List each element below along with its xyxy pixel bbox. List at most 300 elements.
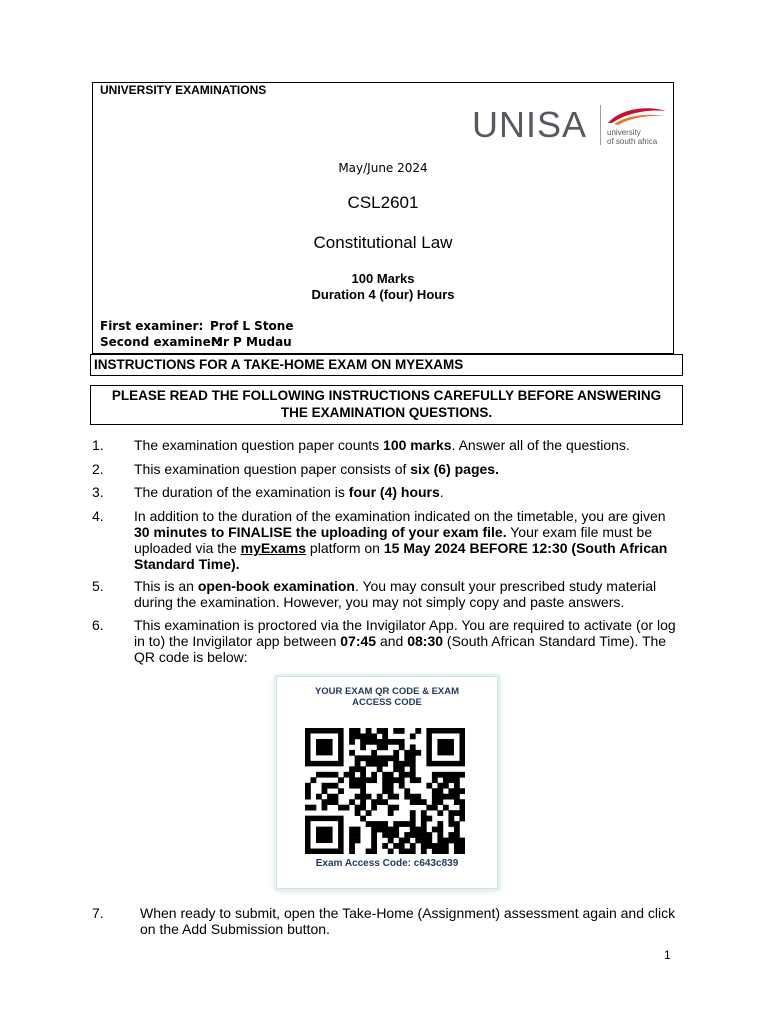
qr-module (388, 739, 394, 745)
qr-module (454, 810, 460, 816)
qr-module (338, 777, 344, 783)
qr-module (443, 843, 449, 849)
text-run: open-book examination (197, 578, 355, 594)
qr-module (432, 849, 438, 854)
text-run: . Answer all of the questions. (451, 437, 630, 453)
qr-module (399, 838, 405, 844)
qr-module (305, 794, 311, 800)
qr-module (349, 777, 355, 783)
qr-module (382, 843, 388, 849)
qr-code-panel (276, 676, 498, 889)
qr-module (432, 843, 438, 849)
qr-module (410, 816, 416, 822)
page-number: 1 (664, 948, 671, 962)
qr-module (393, 750, 399, 756)
text-run: 15 May 2024 BEFORE 12:30 (South African Standard Time). (134, 540, 668, 572)
qr-module (399, 849, 405, 854)
qr-module (393, 843, 399, 849)
qr-module (349, 827, 355, 833)
qr-module (382, 777, 388, 783)
qr-module (448, 810, 454, 816)
qr-module (333, 772, 339, 778)
text-run: four (4) hours (348, 484, 440, 500)
qr-module (388, 788, 394, 794)
qr-module (393, 766, 399, 772)
text-run: and (376, 633, 408, 649)
qr-module (410, 772, 416, 778)
qr-module (333, 799, 339, 805)
qr-module (349, 838, 355, 844)
qr-module (454, 799, 460, 805)
qr-module (410, 744, 416, 750)
qr-module (338, 805, 344, 811)
second-examiner-name: Mr P Mudau (211, 335, 292, 349)
qr-module (421, 816, 427, 822)
qr-module (388, 838, 394, 844)
qr-module (377, 766, 383, 772)
qr-module (410, 750, 416, 756)
logo-wordmark: UNISA (472, 104, 588, 145)
qr-module (437, 849, 443, 854)
qr-module (399, 761, 405, 767)
qr-module (355, 832, 361, 838)
qr-module (360, 755, 366, 761)
qr-module (388, 772, 394, 778)
qr-module (437, 799, 443, 805)
qr-module (415, 832, 421, 838)
qr-module (371, 777, 377, 783)
qr-finder-pattern (316, 827, 333, 843)
item-number: 4. (92, 508, 104, 524)
text-run: 30 minutes to FINALISE the uploading of your exam file. (134, 524, 507, 540)
qr-module (388, 810, 394, 816)
course-name: Constitutional Law (313, 233, 453, 252)
qr-module (399, 843, 405, 849)
qr-module (421, 810, 427, 816)
qr-module (410, 755, 416, 761)
text-run: This examination is proctored via the Invigilator App. You are required to activate (or log in to) the Invigilator app between (134, 617, 676, 649)
qr-module (415, 794, 421, 800)
qr-module (459, 772, 465, 778)
qr-module (454, 821, 460, 827)
instructions-heading: INSTRUCTIONS FOR A TAKE-HOME EXAM ON MYEXAMS (90, 354, 683, 376)
qr-module (360, 816, 366, 822)
qr-module (349, 739, 355, 745)
qr-finder-pattern (437, 739, 454, 755)
qr-module (344, 772, 350, 778)
item-text (134, 578, 676, 610)
qr-module (371, 805, 377, 811)
qr-module (305, 805, 311, 811)
text-run: This examination question paper consists of (134, 461, 411, 477)
qr-module (421, 827, 427, 833)
qr-module (355, 728, 361, 734)
qr-module (448, 832, 454, 838)
qr-module (426, 816, 432, 822)
qr-module (322, 772, 328, 778)
qr-module (443, 783, 449, 789)
qr-module (432, 788, 438, 794)
qr-module (410, 821, 416, 827)
qr-module (410, 832, 416, 838)
qr-module (382, 761, 388, 767)
qr-module (459, 849, 465, 854)
qr-module (404, 849, 410, 854)
qr-module (371, 827, 377, 833)
qr-module (454, 783, 460, 789)
qr-module (371, 838, 377, 844)
qr-module (377, 739, 383, 745)
qr-module (399, 728, 405, 734)
qr-module (366, 794, 372, 800)
qr-module (327, 794, 333, 800)
qr-module (393, 728, 399, 734)
qr-module (399, 766, 405, 772)
qr-module (454, 838, 460, 844)
qr-module (432, 827, 438, 833)
qr-module (333, 794, 339, 800)
qr-module (459, 788, 465, 794)
qr-module (454, 832, 460, 838)
qr-module (366, 761, 372, 767)
qr-module (421, 832, 427, 838)
qr-module (437, 772, 443, 778)
qr-module (443, 794, 449, 800)
qr-module (459, 805, 465, 811)
qr-module (355, 810, 361, 816)
qr-module (388, 805, 394, 811)
qr-module (366, 810, 372, 816)
first-examiner-name: Prof L Stone (210, 319, 294, 333)
text-run: When ready to submit, open the Take-Home (Assignment) assessment again and click on the Add Submission button. (140, 905, 676, 937)
qr-module (410, 810, 416, 816)
qr-module (366, 733, 372, 739)
qr-module (360, 777, 366, 783)
qr-module (410, 799, 416, 805)
qr-module (305, 788, 311, 794)
qr-module (355, 777, 361, 783)
qr-module (454, 843, 460, 849)
text-run: six (6) pages. (410, 461, 499, 477)
qr-module (377, 728, 383, 734)
qr-module (410, 761, 416, 767)
qr-module (382, 827, 388, 833)
qr-module (360, 788, 366, 794)
qr-module (327, 783, 333, 789)
qr-module (382, 755, 388, 761)
qr-module (415, 838, 421, 844)
read-instructions-notice: PLEASE READ THE FOLLOWING INSTRUCTIONS CAREFULLY BEFORE ANSWERING THE EXAMINATION QUESTIONS. (90, 385, 683, 425)
qr-module (443, 849, 449, 854)
qr-module (355, 794, 361, 800)
qr-module (371, 772, 377, 778)
qr-module (393, 761, 399, 767)
qr-module (432, 772, 438, 778)
qr-module (454, 772, 460, 778)
qr-module (410, 766, 416, 772)
qr-module (311, 805, 317, 811)
qr-module (454, 827, 460, 833)
second-examiner-label: Second examiner: (100, 335, 222, 349)
qr-module (349, 849, 355, 854)
item-number: 1. (92, 437, 104, 453)
qr-module (437, 783, 443, 789)
qr-module (366, 728, 372, 734)
qr-module (437, 794, 443, 800)
qr-module (404, 755, 410, 761)
qr-module (382, 783, 388, 789)
qr-module (360, 783, 366, 789)
qr-module (388, 827, 394, 833)
qr-module (437, 838, 443, 844)
qr-module (399, 783, 405, 789)
qr-module (448, 777, 454, 783)
qr-module (382, 788, 388, 794)
item-text (134, 461, 676, 477)
qr-module (355, 761, 361, 767)
qr-module (399, 821, 405, 827)
qr-module (459, 838, 465, 844)
qr-code-icon (305, 728, 465, 854)
qr-module (393, 805, 399, 811)
qr-module (382, 832, 388, 838)
text-run: platform on (306, 540, 384, 556)
qr-module (421, 838, 427, 844)
item-text (134, 484, 676, 500)
qr-module (388, 783, 394, 789)
qr-module (349, 843, 355, 849)
qr-module (377, 761, 383, 767)
text-run: 08:30 (407, 633, 444, 649)
qr-module (355, 755, 361, 761)
qr-module (437, 827, 443, 833)
first-examiner-label: First examiner: (100, 319, 204, 333)
qr-module (410, 849, 416, 854)
qr-module (459, 843, 465, 849)
text-run: myExams (240, 540, 307, 556)
qr-module (443, 777, 449, 783)
qr-module (311, 777, 317, 783)
text-run: . You may consult your prescribed study material during the examination. However, you may not simply copy and paste answers. (134, 578, 657, 610)
item-text (134, 617, 676, 665)
qr-module (355, 733, 361, 739)
qr-module (388, 755, 394, 761)
qr-module (404, 838, 410, 844)
qr-module (443, 838, 449, 844)
exam-session: May/June 2024 (338, 161, 428, 175)
text-run: Your exam file must be uploaded via the (134, 524, 653, 556)
university-examinations-label: UNIVERSITY EXAMINATIONS (100, 83, 267, 97)
qr-module (322, 788, 328, 794)
qr-module (388, 794, 394, 800)
item-text (140, 905, 676, 937)
qr-module (448, 838, 454, 844)
qr-module (448, 821, 454, 827)
qr-finder-pattern (316, 739, 333, 755)
qr-module (316, 772, 322, 778)
qr-module (349, 799, 355, 805)
qr-module (454, 777, 460, 783)
qr-module (322, 799, 328, 805)
first-examiner (100, 319, 294, 333)
qr-module (349, 783, 355, 789)
qr-module (415, 827, 421, 833)
qr-module (421, 849, 427, 854)
qr-module (349, 728, 355, 734)
qr-module (399, 772, 405, 778)
qr-module (382, 821, 388, 827)
qr-module (393, 821, 399, 827)
qr-module (322, 805, 328, 811)
qr-module (366, 849, 372, 854)
qr-module (432, 799, 438, 805)
qr-module (349, 832, 355, 838)
qr-module (459, 799, 465, 805)
qr-module (371, 799, 377, 805)
qr-module (421, 821, 427, 827)
qr-module (404, 761, 410, 767)
qr-module (382, 728, 388, 734)
qr-module (349, 733, 355, 739)
qr-module (371, 821, 377, 827)
qr-module (404, 750, 410, 756)
qr-module (404, 794, 410, 800)
qr-module (404, 772, 410, 778)
qr-module (338, 788, 344, 794)
qr-module (448, 816, 454, 822)
qr-module (355, 827, 361, 833)
qr-module (437, 821, 443, 827)
qr-module (459, 816, 465, 822)
qr-module (355, 783, 361, 789)
qr-module (426, 783, 432, 789)
qr-module (388, 832, 394, 838)
qr-title: YOUR EXAM QR CODE & EXAM ACCESS CODE (314, 686, 460, 708)
qr-module (410, 827, 416, 833)
qr-module (410, 733, 416, 739)
qr-module (443, 772, 449, 778)
qr-module (432, 777, 438, 783)
qr-module (393, 755, 399, 761)
text-run: The examination question paper counts (134, 437, 384, 453)
qr-module (360, 766, 366, 772)
qr-module (344, 805, 350, 811)
qr-module (349, 772, 355, 778)
text-run: This is an (134, 578, 198, 594)
item-number: 2. (92, 461, 104, 477)
qr-module (399, 777, 405, 783)
second-examiner (100, 335, 292, 349)
exam-duration: Duration 4 (four) Hours (311, 287, 455, 302)
qr-module (371, 733, 377, 739)
qr-module (377, 821, 383, 827)
qr-module (316, 794, 322, 800)
qr-module (371, 832, 377, 838)
logo-subtitle: university of south africa (607, 128, 658, 146)
qr-module (377, 794, 383, 800)
qr-module (432, 794, 438, 800)
qr-module (322, 783, 328, 789)
qr-module (377, 744, 383, 750)
qr-module (454, 794, 460, 800)
qr-module (404, 832, 410, 838)
qr-module (415, 750, 421, 756)
qr-module (371, 755, 377, 761)
qr-module (437, 832, 443, 838)
qr-module (437, 810, 443, 816)
qr-module (432, 805, 438, 811)
logo-divider (600, 105, 601, 145)
qr-module (410, 777, 416, 783)
qr-module (360, 744, 366, 750)
qr-module (382, 799, 388, 805)
qr-module (421, 843, 427, 849)
qr-module (399, 744, 405, 750)
qr-module (377, 827, 383, 833)
qr-module (393, 739, 399, 745)
qr-module (382, 733, 388, 739)
qr-module (371, 750, 377, 756)
qr-module (360, 794, 366, 800)
qr-module (426, 843, 432, 849)
qr-module (377, 755, 383, 761)
qr-module (371, 739, 377, 745)
qr-module (459, 810, 465, 816)
qr-module (393, 794, 399, 800)
qr-module (360, 799, 366, 805)
unisa-logo (472, 103, 672, 147)
qr-module (327, 772, 333, 778)
qr-module (443, 805, 449, 811)
qr-module (454, 788, 460, 794)
qr-module (355, 805, 361, 811)
text-run: (South African Standard Time). The QR code is below: (134, 633, 667, 665)
qr-module (426, 838, 432, 844)
qr-module (393, 777, 399, 783)
qr-module (360, 805, 366, 811)
qr-module (305, 783, 311, 789)
qr-module (448, 772, 454, 778)
qr-module (404, 821, 410, 827)
qr-module (404, 788, 410, 794)
qr-module (382, 739, 388, 745)
item-number: 6. (92, 617, 104, 633)
text-run: In addition to the duration of the examination indicated on the timetable, you are given (134, 508, 666, 524)
qr-module (355, 838, 361, 844)
qr-module (421, 799, 427, 805)
qr-module (448, 788, 454, 794)
qr-module (399, 739, 405, 745)
logo-swoosh-icon (606, 105, 668, 127)
qr-module (371, 843, 377, 849)
qr-module (426, 832, 432, 838)
qr-module (410, 794, 416, 800)
qr-module (415, 777, 421, 783)
item-number: 7. (92, 905, 104, 921)
qr-module (388, 777, 394, 783)
qr-module (349, 750, 355, 756)
qr-module (366, 755, 372, 761)
total-marks: 100 Marks (351, 271, 415, 286)
qr-module (437, 843, 443, 849)
qr-module (349, 766, 355, 772)
qr-module (366, 777, 372, 783)
qr-module (360, 772, 366, 778)
qr-module (371, 761, 377, 767)
qr-module (410, 843, 416, 849)
qr-module (333, 783, 339, 789)
qr-module (426, 805, 432, 811)
